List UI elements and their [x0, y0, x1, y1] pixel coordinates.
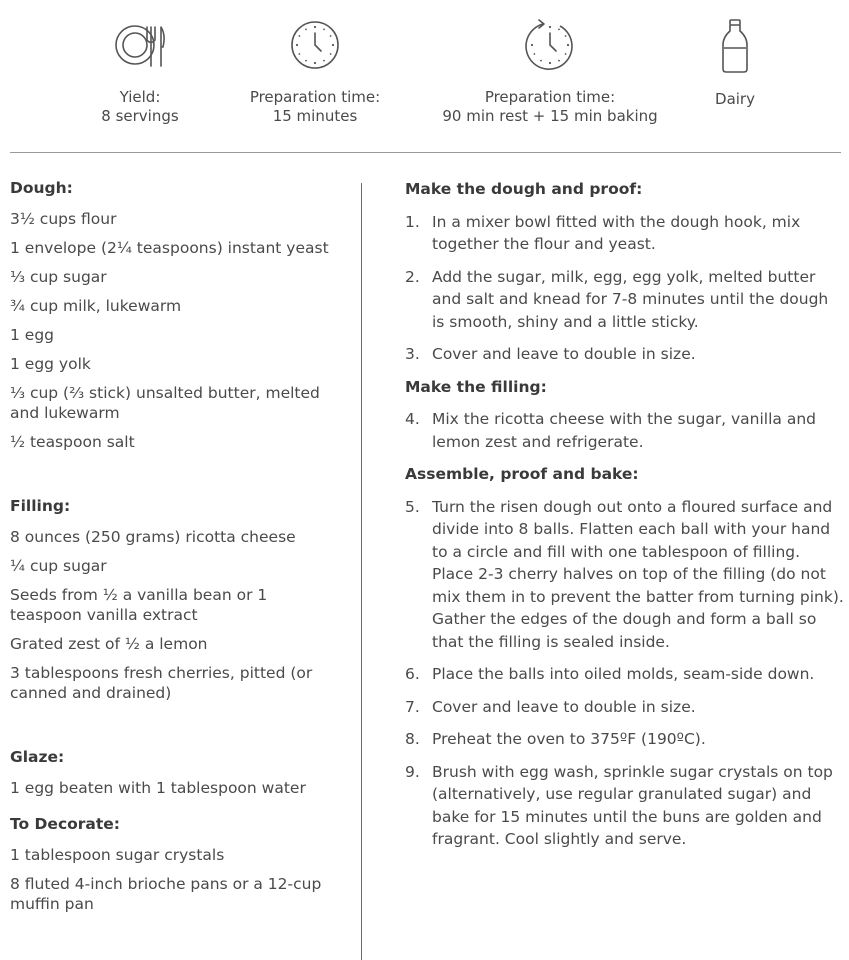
dough-heading: Dough: [10, 179, 73, 197]
dough-proof-heading: Make the dough and proof: [405, 180, 643, 198]
section-divider [10, 152, 841, 153]
step-text: Cover and leave to double in size. [432, 697, 696, 716]
step-number: 8. [405, 730, 420, 748]
step-number: 2. [405, 267, 420, 286]
prep-time-info [235, 18, 395, 126]
total-time-value: 90 min rest + 15 min baking [442, 107, 658, 125]
assemble-steps [405, 496, 845, 851]
dairy-info [695, 18, 775, 109]
step-item [405, 663, 845, 686]
step-item [405, 211, 845, 256]
step-number: 5. [405, 497, 420, 516]
ingredient-item: ¾ cup milk, lukewarm [10, 297, 182, 315]
clock-icon [289, 18, 341, 72]
ingredient-item: 1 egg [10, 326, 55, 344]
dairy-label: Dairy [715, 90, 755, 108]
step-item [405, 408, 845, 453]
step-number: 9. [405, 762, 420, 781]
step-item [405, 696, 845, 719]
plate-fork-knife-icon [114, 18, 166, 72]
step-number: 7. [405, 697, 420, 716]
ingredient-item: ⅓ cup sugar [10, 268, 107, 286]
ingredient-item: ½ teaspoon salt [10, 433, 135, 451]
step-text: Place the balls into oiled molds, seam-side down. [432, 665, 815, 683]
recipe-info-bar [0, 0, 849, 150]
step-number: 1. [405, 212, 420, 231]
step-text: Turn the risen dough out onto a floured surface and divide into 8 balls. Flatten each ball with your hand to a circle and fill with one tablespoon of filling. Place 2-3 cherry halves on top of the filling (do not mix them in to prevent the batter from turning pink). Gather the edges of the dough and form a ball so that the filling is sealed inside. [432, 497, 844, 651]
ingredients-column [10, 178, 340, 923]
total-time-label: Preparation time: [484, 88, 616, 106]
step-text: In a mixer bowl fitted with the dough hook, mix together the flour and yeast. [432, 212, 801, 253]
step-item [405, 343, 845, 366]
ingredient-item: 1 egg beaten with 1 tablespoon water [10, 779, 306, 797]
ingredient-item: 1 tablespoon sugar crystals [10, 846, 225, 864]
ingredient-item: 1 egg yolk [10, 355, 91, 373]
ingredient-item: 8 fluted 4-inch brioche pans or a 12-cup muffin pan [10, 875, 322, 913]
step-item [405, 728, 845, 751]
total-time-info [430, 18, 670, 126]
step-item [405, 496, 845, 654]
step-number: 6. [405, 665, 420, 683]
step-number: 4. [405, 410, 420, 428]
clock-arrow-icon [523, 18, 577, 72]
step-text: Preheat the oven to 375ºF (190ºC). [432, 730, 706, 748]
step-number: 3. [405, 345, 420, 363]
column-divider [361, 183, 362, 960]
ingredient-item: Seeds from ½ a vanilla bean or 1 teaspoon vanilla extract [10, 586, 268, 624]
prep-time-value: 15 minutes [272, 107, 358, 125]
yield-info [85, 18, 195, 126]
yield-label: Yield: [119, 88, 161, 106]
assemble-heading: Assemble, proof and bake: [405, 465, 639, 483]
decorate-heading: To Decorate: [10, 815, 120, 833]
step-text: Brush with egg wash, sprinkle sugar crystals on top (alternatively, use regular granulated sugar) and bake for 15 minutes until the buns are golden and fragrant. Cool slightly and serve. [432, 762, 833, 848]
ingredient-item: 3 tablespoons fresh cherries, pitted (or canned and drained) [10, 664, 313, 702]
prep-time-label: Preparation time: [249, 88, 381, 106]
ingredient-item: Grated zest of ½ a lemon [10, 635, 208, 653]
instructions-column [405, 178, 845, 861]
yield-value: 8 servings [101, 107, 179, 125]
ingredient-item: 3½ cups flour [10, 210, 117, 228]
ingredient-item: ⅓ cup (⅔ stick) unsalted butter, melted and lukewarm [10, 384, 320, 422]
filling-steps [405, 408, 845, 453]
step-text: Cover and leave to double in size. [432, 345, 696, 363]
ingredient-item: 1 envelope (2¼ teaspoons) instant yeast [10, 239, 329, 257]
step-item [405, 761, 845, 851]
glaze-heading: Glaze: [10, 748, 65, 766]
step-text: Add the sugar, milk, egg, egg yolk, melted butter and salt and knead for 7-8 minutes until the dough is smooth, shiny and a little sticky. [432, 267, 829, 331]
filling-heading: Filling: [10, 497, 71, 515]
filling-steps-heading: Make the filling: [405, 377, 547, 396]
ingredient-item: ¼ cup sugar [10, 557, 107, 575]
ingredient-item: 8 ounces (250 grams) ricotta cheese [10, 528, 296, 546]
milk-bottle-icon [720, 18, 750, 74]
dough-steps [405, 211, 845, 366]
step-text: Mix the ricotta cheese with the sugar, vanilla and lemon zest and refrigerate. [432, 410, 817, 451]
step-item [405, 266, 845, 334]
